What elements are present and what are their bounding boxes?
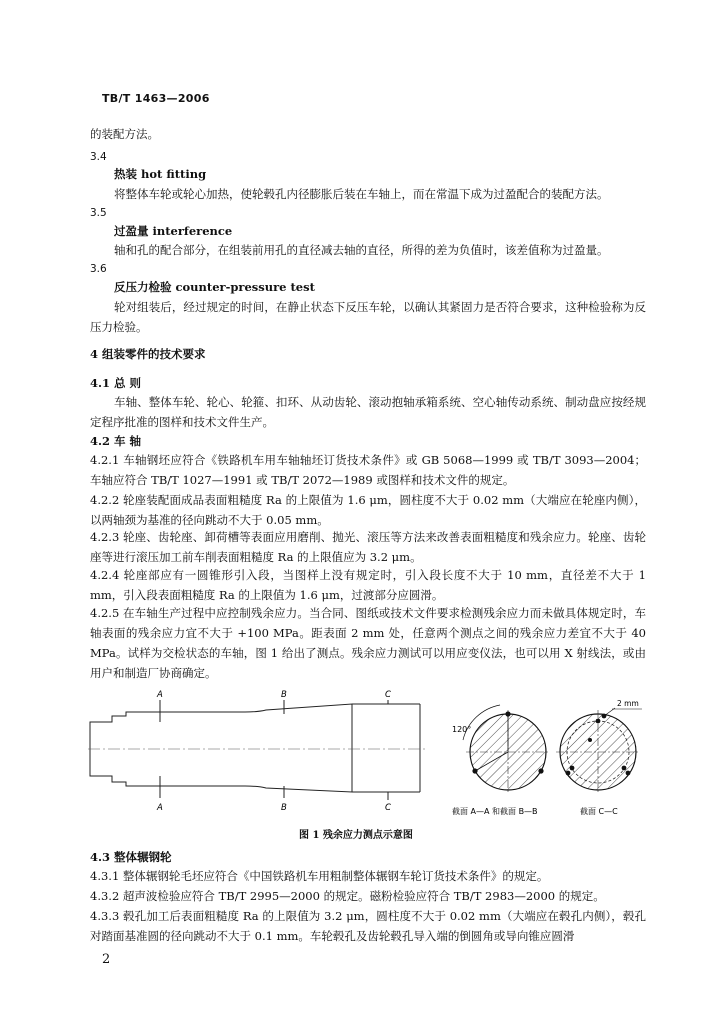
measuring-point (566, 771, 571, 776)
definition-paragraph: 轮对组装后，经过规定的时间，在静止状态下反压车轮，以确认其紧固力是否符合要求，这种检验称为反压力检验。 (90, 300, 646, 334)
clause-paragraph: 4.2.5 在车轴生产过程中应控制残余应力。当合同、图纸或技术文件要求检测残余应力而未做具体规定时，车轴表面的残余应力宜不大于 +100 MPa。距表面 2 mm 处，任意两个测点之间的残余应力差宜不大于 40 MPa。试样为交检状态的车轴，图 1 给出了测点。残余应力测试可以用应变仪法，也可以用 X 射线法，或由用户和制造厂协商确定。 (90, 606, 646, 680)
section-label-a-bottom: A (157, 803, 163, 813)
figure-caption: 图 1 残余应力测点示意图 (299, 830, 413, 841)
clause-paragraph: 4.3.3 毂孔加工后表面粗糙度 Ra 的上限值为 3.2 μm，圆柱度不大于 0.02 mm（大端应在毂孔内侧），毂孔对踏面基准圆的径向跳动不大于 0.1 mm。车轮毂孔及齿轮毂孔导入端的倒圆角或导向锥应圆滑 (90, 909, 646, 943)
measuring-point (538, 768, 543, 773)
section-label-a-top: A (157, 690, 163, 700)
axle-outline (90, 704, 352, 792)
measuring-point (596, 719, 601, 724)
term-heading: 热装 hot fitting (114, 167, 207, 181)
angle-label: 120° (452, 725, 472, 734)
clause-paragraph: 4.2.3 轮座、齿轮座、卸荷槽等表面应用磨削、抛光、滚压等方法来改善表面粗糙度和残余应力。轮座、齿轮座等进行滚压加工前车削表面粗糙度 Ra 的上限值应为 3.2 μm。 (90, 530, 646, 564)
subsection-heading: 4.3 整体辗钢轮 (90, 850, 172, 864)
clause-paragraph: 4.2.2 轮座装配面成品表面粗糙度 Ra 的上限值为 1.6 μm，圆柱度不大于 0.02 mm（大端应在轮座内侧），以两轴颈为基准的径向跳动不大于 0.05 mm。 (90, 493, 646, 527)
clause-paragraph: 4.3.1 整体辗钢轮毛坯应符合《中国铁路机车用粗制整体辗钢车轮订货技术条件》的规定。 (90, 869, 549, 883)
section-heading: 4 组装零件的技术要求 (90, 347, 206, 361)
clause-number: 3.6 (90, 263, 107, 275)
page-number: 2 (102, 952, 111, 967)
section-label-c-top: C (385, 690, 391, 700)
section-label-b-top: B (281, 690, 287, 700)
clause-paragraph: 4.2.1 车轴钢坯应符合《铁路机车用车轴轴坯订货技术条件》或 GB 5068—1999 或 TB/T 3093—2004；车轴应符合 TB/T 1027—1991 或 TB/T 2072—1989 或图样和技术文件的规定。 (90, 453, 646, 487)
clause-number: 3.4 (90, 151, 107, 163)
measuring-point (472, 768, 477, 773)
section-ab-label: 截面 A—A 和截面 B—B (452, 807, 538, 816)
term-heading: 反压力检验 counter-pressure test (114, 280, 315, 294)
subsection-heading: 4.1 总 则 (90, 376, 142, 390)
section-label-c-bottom: C (385, 803, 391, 813)
measuring-point (588, 738, 592, 742)
definition-text: 轴和孔的配合部分，在组装前用孔的直径减去轴的直径，所得的差为负值时，该差值称为过盈量。 (114, 243, 609, 257)
cross-section-ab (452, 705, 550, 794)
clause-number: 3.5 (90, 207, 107, 219)
measuring-point (622, 766, 627, 771)
text-line: 的装配方法。 (90, 127, 159, 141)
clause-paragraph: 4.2.4 轮座部应有一圆锥形引入段，当图样上没有规定时，引入段长度不大于 10 mm，直径差不大于 1 mm，引入段表面粗糙度 Ra 的上限值为 1.6 μm，过渡部分应圆滑。 (90, 568, 646, 602)
depth-label: 2 mm (617, 699, 639, 708)
measuring-point (505, 711, 510, 716)
measuring-point (626, 771, 631, 776)
section-label-b-bottom: B (281, 803, 287, 813)
paragraph: 车轴、整体车轮、轮心、轮箍、扣环、从动齿轮、滚动抱轴承箱系统、空心轴传动系统、制动盘应按经规定程序批准的图样和技术文件生产。 (90, 395, 646, 429)
subsection-heading: 4.2 车 轴 (90, 434, 142, 448)
section-cc-label: 截面 C—C (580, 807, 618, 816)
standard-header: TB/T 1463—2006 (102, 92, 210, 105)
term-heading: 过盈量 interference (114, 224, 233, 238)
clause-paragraph: 4.3.2 超声波检验应符合 TB/T 2995—2000 的规定。磁粉检验应符合 TB/T 2983—2000 的规定。 (90, 889, 605, 903)
cross-section-cc (556, 699, 642, 794)
definition-text: 将整体车轮或轮心加热，使轮毂孔内径膨胀后装在车轴上，而在常温下成为过盈配合的装配方法。 (114, 187, 609, 201)
measuring-point (570, 766, 575, 771)
